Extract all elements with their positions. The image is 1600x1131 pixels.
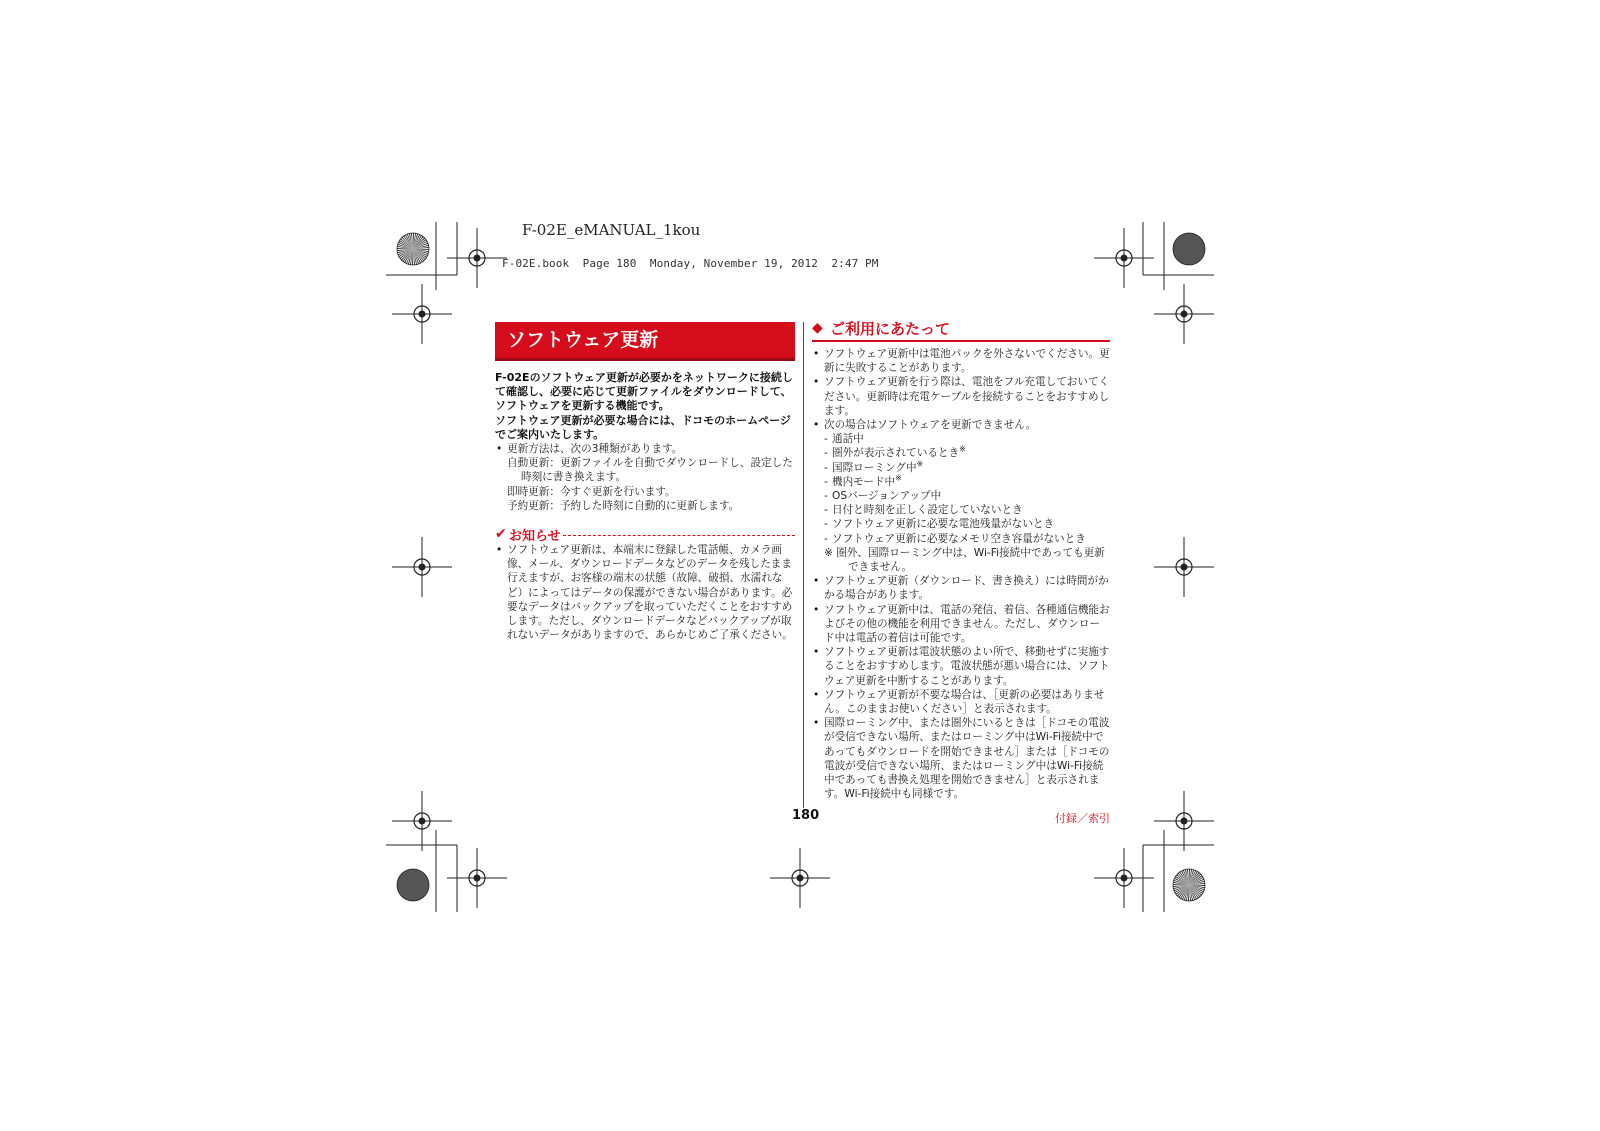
registration-solid-disc — [1173, 233, 1205, 265]
print-job-info: F-02E.book Page 180 Monday, November 19, 2012 2:47 PM — [502, 257, 879, 270]
notice-item: • ソフトウェア更新は、本端末に登録した電話帳、カメラ画像、メール、ダウンロードデータなどのデータを残したまま行えますが、お客様の端末の状態（故障、破損、水濡れなど）によってはデータの保護ができない場合があります。必要なデータはバックアップを取っていただくことをおすすめします。ただし、ダウンロードデータなどバックアップが取れないデータがありますので、あらかじめご了承ください。 — [495, 543, 795, 642]
update-mode-item: 予約更新：予約した時刻に自動的に更新します。 — [507, 499, 740, 512]
condition-item: - 国際ローミング中※ — [824, 459, 924, 474]
condition-item: - 通話中 — [824, 433, 864, 446]
left-column — [495, 322, 795, 642]
usage-item: • ソフトウェア更新（ダウンロード、書き換え）には時間がかかる場合があります。 — [812, 574, 1110, 602]
usage-list — [812, 347, 1110, 432]
intro-paragraph-2: ソフトウェア更新が必要な場合には、ドコモのホームページでご案内いたします。 — [495, 413, 791, 441]
notice-list — [495, 543, 795, 642]
condition-item: - 圏外が表示されているとき※ — [824, 444, 966, 460]
condition-item: - OSバージョンアップ中 — [824, 490, 942, 503]
notice-title: お知らせ — [509, 528, 561, 544]
update-method-bullet: • 更新方法は、次の3種類があります。 — [495, 442, 795, 456]
right-column — [812, 316, 1110, 802]
update-mode-item: 即時更新：今すぐ更新を行います。 — [507, 485, 676, 498]
diamond-bullet-icon: ◆ — [812, 320, 823, 336]
footnote-mark: ※ — [895, 473, 902, 483]
update-method-list — [495, 442, 795, 456]
usage-item: • ソフトウェア更新を行う際は、電池をフル充電しておいてください。更新時は充電ケーブルを接続することをおすすめします。 — [812, 375, 1110, 418]
usage-list-continued — [812, 574, 1110, 801]
usage-title: ご利用にあたって — [830, 319, 951, 338]
footnote-mark: ※ — [959, 444, 966, 454]
section-title: ソフトウェア更新 — [495, 322, 795, 361]
usage-item: • ソフトウェア更新中は電池パックを外さないでください。更新に失敗することがあります。 — [812, 347, 1110, 375]
checkmark-icon: ✔ — [495, 526, 507, 543]
usage-item: • ソフトウェア更新は電波状態のよい所で、移動せずに実施することをおすすめします。電波状態が悪い場合には、ソフトウェア更新を中断することがあります。 — [812, 645, 1110, 688]
usage-item: • ソフトウェア更新中は、電話の発信、着信、各種通信機能およびその他の機能を利用できません。ただし、ダウンロード中は電話の着信は可能です。 — [812, 603, 1110, 646]
page-number: 180 — [792, 808, 820, 823]
condition-item: - 機内モード中※ — [824, 473, 902, 488]
usage-item: • ソフトウェア更新が不要な場合は、［更新の必要はありません。このままお使いください］と表示されます。 — [812, 688, 1110, 716]
print-job-title: F-02E_eMANUAL_1kou — [522, 221, 701, 239]
notice-dashed-rule — [563, 535, 795, 536]
condition-item: - 日付と時刻を正しく設定していないとき — [824, 504, 1023, 517]
registration-solid-disc — [397, 869, 429, 901]
footnote-mark: ※ — [916, 459, 924, 469]
footer-section-label: 付録／索引 — [1055, 812, 1110, 825]
update-mode-list — [495, 456, 795, 513]
usage-header — [812, 316, 1110, 342]
usage-item: • 国際ローミング中、または圏外にいるときは［ドコモの電波が受信できない場所、またはローミング中はWi-Fi接続中であってもダウンロードを開始できません］または［ドコモの電波が受信できない場所、またはローミング中はWi-Fi接続中であっても書換え処理を開始できません］と表示されます。Wi-Fi接続中も同様です。 — [812, 716, 1110, 801]
condition-item: - ソフトウェア更新に必要な電池残量がないとき — [824, 518, 1055, 531]
update-mode-item: 自動更新：更新ファイルを自動でダウンロードし、設定した時刻に書き換えます。 — [507, 457, 793, 484]
condition-item: - ソフトウェア更新に必要なメモリ空き容量がないとき — [824, 532, 1086, 545]
condition-footnote: ※ 圏外、国際ローミング中は、Wi-Fi接続中であっても更新できません。 — [824, 546, 1105, 574]
condition-list — [812, 432, 1110, 546]
column-divider — [803, 322, 804, 808]
usage-item: • 次の場合はソフトウェアを更新できません。 — [812, 418, 1110, 432]
intro-paragraph-1: F-02Eのソフトウェア更新が必要かをネットワークに接続して確認し、必要に応じて更新ファイルをダウンロードして、ソフトウェアを更新する機能です。 — [495, 371, 793, 413]
notice-header — [495, 525, 795, 543]
